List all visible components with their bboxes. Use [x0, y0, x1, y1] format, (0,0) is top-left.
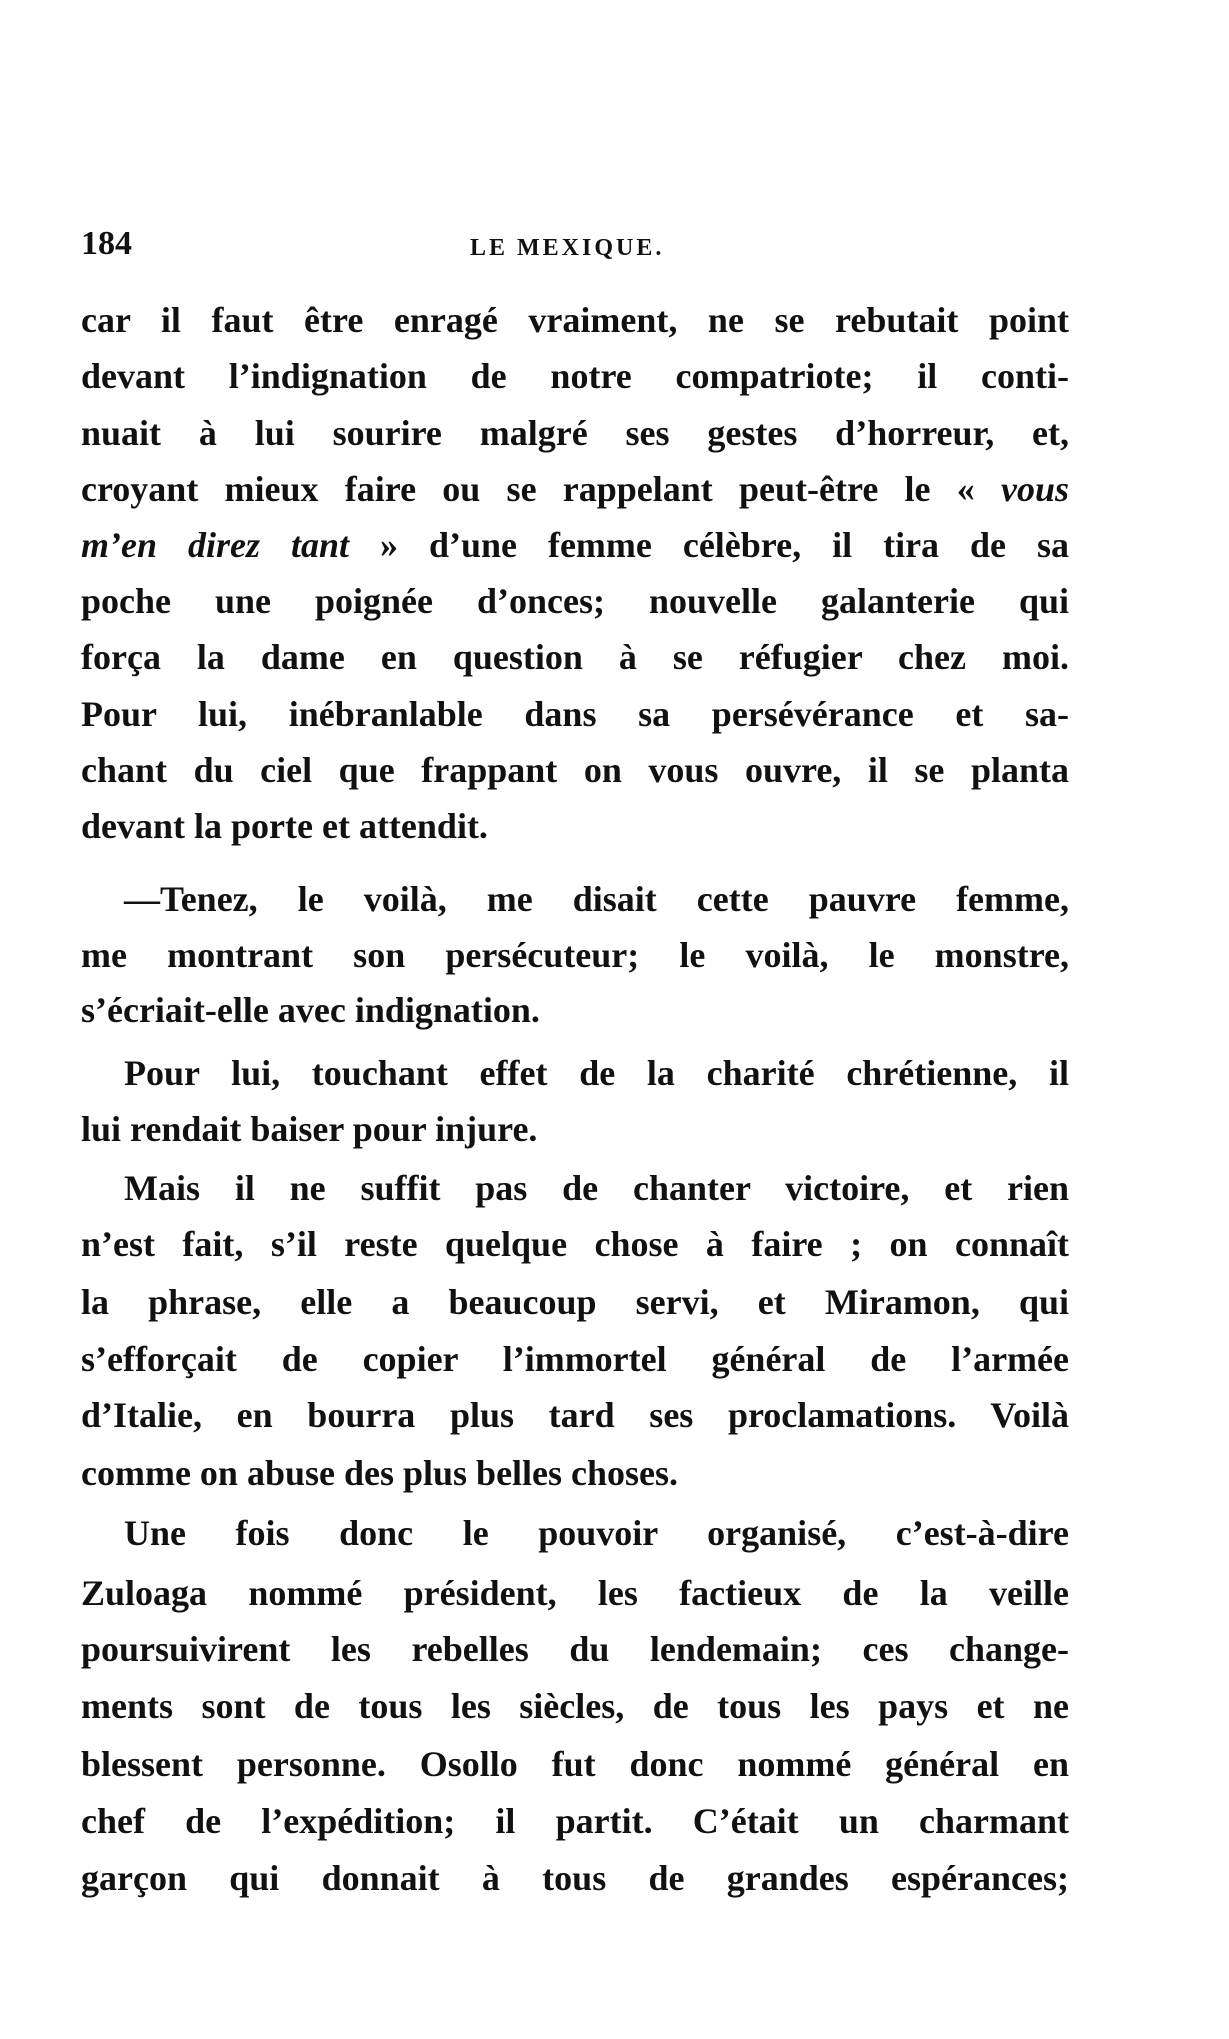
text-segment: ments sont de tous les siècles, de tous les pays et ne — [81, 1686, 1069, 1726]
text-line — [81, 1274, 1069, 1330]
text-line — [81, 982, 1069, 1038]
text-segment: poche une poignée d’onces; nouvelle galanterie qui — [81, 581, 1069, 621]
text-line — [81, 1565, 1069, 1621]
text-segment: Zuloaga nommé président, les factieux de la veille — [81, 1573, 1069, 1613]
text-line — [81, 461, 1069, 517]
text-line — [81, 1850, 1069, 1906]
text-segment: devant l’indignation de notre compatriote; il conti- — [81, 356, 1069, 396]
text-line — [81, 798, 1069, 854]
text-segment: la phrase, elle a beaucoup servi, et Miramon, qui — [81, 1282, 1069, 1322]
text-segment: lui rendait baiser pour injure. — [81, 1109, 538, 1149]
text-segment: —Tenez, le voilà, me disait cette pauvre femme, — [124, 879, 1069, 919]
text-line — [81, 405, 1069, 461]
text-line — [81, 742, 1069, 798]
text-segment: chant du ciel que frappant on vous ouvre, il se planta — [81, 750, 1069, 790]
text-segment: poursuivirent les rebelles du lendemain; ces change- — [81, 1629, 1069, 1669]
text-line — [81, 1387, 1069, 1443]
text-segment: car il faut être enragé vraiment, ne se rebutait point — [81, 300, 1069, 340]
text-segment: força la dame en question à se réfugier chez moi. — [81, 637, 1069, 677]
text-line — [81, 1216, 1069, 1272]
text-line — [81, 1678, 1069, 1734]
text-line — [81, 348, 1069, 404]
text-line — [81, 1445, 1069, 1501]
text-segment: devant la porte et attendit. — [81, 806, 488, 846]
text-segment: n’est fait, s’il reste quelque chose à faire ; on connaît — [81, 1224, 1069, 1264]
text-segment: » d’une femme célèbre, il tira de sa — [348, 525, 1070, 565]
text-segment: garçon qui donnait à tous de grandes espérances; — [81, 1858, 1069, 1898]
text-line — [81, 1621, 1069, 1677]
text-segment: comme on abuse des plus belles choses. — [81, 1453, 679, 1493]
text-line — [124, 871, 1069, 927]
text-segment: me montrant son persécuteur; le voilà, le monstre, — [81, 935, 1069, 975]
text-segment: d’Italie, en bourra plus tard ses proclamations. Voilà — [81, 1395, 1069, 1435]
text-line — [124, 1160, 1069, 1216]
text-segment: Pour lui, inébranlable dans sa persévérance et sa- — [81, 694, 1069, 734]
italic-text: vous — [1000, 469, 1069, 509]
text-line — [124, 1505, 1069, 1561]
text-segment: Pour lui, touchant effet de la charité chrétienne, il — [124, 1053, 1069, 1093]
page-number: 184 — [81, 225, 132, 262]
text-segment: nuait à lui sourire malgré ses gestes d’horreur, et, — [81, 413, 1069, 453]
text-segment: chef de l’expédition; il partit. C’était un charmant — [81, 1801, 1069, 1841]
text-line — [124, 1045, 1069, 1101]
text-line — [81, 927, 1069, 983]
text-line — [81, 1101, 1069, 1157]
running-head: LE MEXIQUE. — [470, 235, 665, 261]
text-line — [81, 517, 1069, 573]
text-line — [81, 686, 1069, 742]
text-line — [81, 1736, 1069, 1792]
text-segment: s’écriait-elle avec indignation. — [81, 990, 540, 1030]
text-line — [81, 1793, 1069, 1849]
text-line — [81, 1331, 1069, 1387]
text-line — [81, 573, 1069, 629]
text-line — [81, 629, 1069, 685]
italic-text: m’en direz tant — [81, 525, 349, 565]
text-segment: Une fois donc le pouvoir organisé, c’est-à-dire — [124, 1513, 1069, 1553]
text-segment: blessent personne. Osollo fut donc nommé général en — [81, 1744, 1069, 1784]
text-segment: Mais il ne suffit pas de chanter victoire, et rien — [124, 1168, 1069, 1208]
text-line — [81, 292, 1069, 348]
text-segment: s’efforçait de copier l’immortel général de l’armée — [81, 1339, 1069, 1379]
text-segment: croyant mieux faire ou se rappelant peut-être le « — [81, 469, 1001, 509]
